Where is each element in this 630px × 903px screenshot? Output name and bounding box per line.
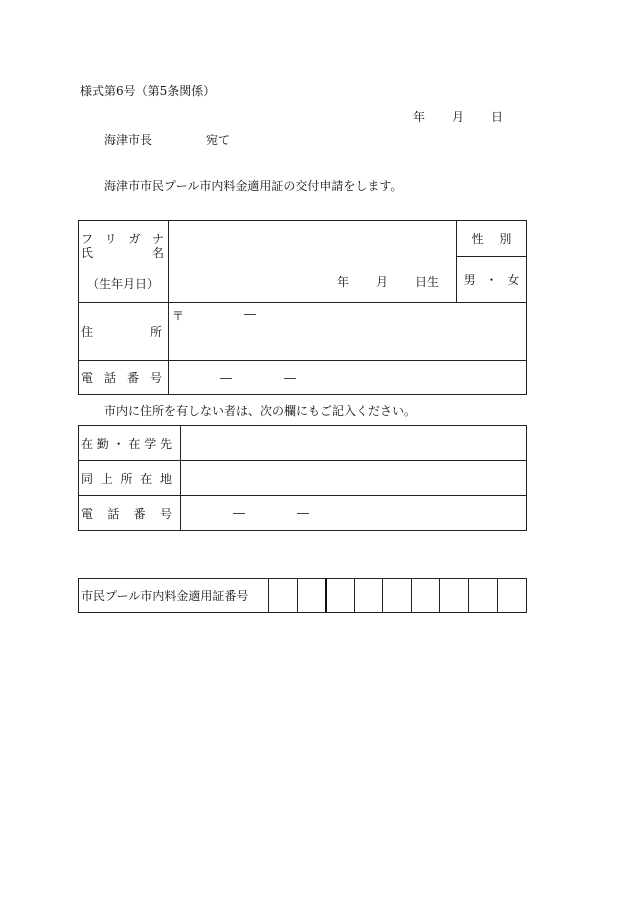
work-label-1: 在 [81,436,94,451]
gender-options-cell[interactable] [457,257,527,303]
certificate-number-label: 市民プール市内料金適用証番号 [79,579,269,613]
birth-year: 年 [337,275,350,289]
phone-label-3: 番 [126,371,139,385]
applicant-table [78,220,527,395]
cert-slot-6[interactable] [412,579,440,613]
work-label-2: 勤 [96,436,109,451]
furigana-char-3: ガ [128,231,141,246]
name-input-cell[interactable] [169,221,457,303]
work-label-cell [79,426,181,461]
work-label-5: 学 [144,436,157,451]
phone-label-2: 話 [103,371,116,385]
certificate-table [78,578,527,613]
addressee: 海津市長 [104,133,153,147]
gender-male[interactable]: 男 [463,273,476,287]
work-label-3: ・ [112,436,125,451]
work-phone-label-1: 電 [81,506,94,521]
date-day: 日 [490,110,503,124]
birth-day: 日生 [415,275,440,289]
location-label-3: 所 [120,471,133,486]
location-label-1: 同 [81,471,94,486]
form-number: 様式第6号（第5条関係） [80,84,216,98]
address-label-2: 所 [149,325,162,339]
work-label-4: 在 [128,436,141,451]
location-label-5: 地 [159,471,172,486]
gender-separator: ・ [485,273,498,287]
work-phone-dash-2: ― [297,505,309,520]
furigana-char-2: リ [104,231,117,246]
phone-dash-2: ― [284,370,296,385]
work-phone-dash-1: ― [233,505,245,520]
cert-slot-1[interactable] [269,579,298,613]
workplace-table [78,425,527,531]
cert-slot-5[interactable] [383,579,412,613]
work-label-6: 先 [159,436,172,451]
phone-input-cell[interactable] [169,361,527,395]
phone-dash-1: ― [220,370,232,385]
date-year: 年 [413,110,426,124]
work-input-cell[interactable] [181,426,527,461]
work-phone-label-2: 話 [107,506,120,521]
furigana-char-1: フ [81,231,94,246]
name-label-1: 氏 [81,245,94,260]
cert-slot-4[interactable] [355,579,383,613]
cert-slot-8[interactable] [469,579,498,613]
work-phone-label-4: 号 [159,506,172,521]
gender-label-2: 別 [499,232,512,246]
phone-label-1: 電 [81,371,94,385]
phone-label-4: 号 [149,371,162,385]
gender-label-cell [457,221,527,257]
birth-label: （生年月日） [87,276,160,291]
cert-slot-3[interactable] [326,579,355,613]
cert-slot-9[interactable] [498,579,527,613]
addressee-suffix: 宛て [206,133,231,147]
address-label-1: 住 [81,325,94,339]
name-label-2: 名 [151,245,164,260]
location-label-4: 在 [140,471,153,486]
note-text: 市内に住所を有しない者は、次の欄にもご記入ください。 [104,404,417,418]
name-label-cell [79,221,169,303]
gender-label-1: 性 [471,232,484,246]
phone-label-cell [79,361,169,395]
date-line [413,108,503,125]
location-label-cell [79,461,181,496]
location-input-cell[interactable] [181,461,527,496]
postal-dash: ― [244,307,256,321]
birth-month: 月 [376,275,389,289]
location-label-2: 上 [100,471,113,486]
cert-slot-2[interactable] [298,579,326,613]
postal-mark: 〒 [172,309,185,323]
furigana-char-4: ナ [151,231,164,246]
address-label-cell [79,303,169,361]
date-month: 月 [451,110,464,124]
gender-female[interactable]: 女 [507,273,520,287]
intro-text: 海津市市民プール市内料金適用証の交付申請をします。 [104,179,403,193]
work-phone-input-cell[interactable] [181,496,527,531]
work-phone-label-3: 番 [133,506,146,521]
work-phone-label-cell [79,496,181,531]
address-input-cell[interactable] [169,303,527,361]
cert-slot-7[interactable] [440,579,469,613]
